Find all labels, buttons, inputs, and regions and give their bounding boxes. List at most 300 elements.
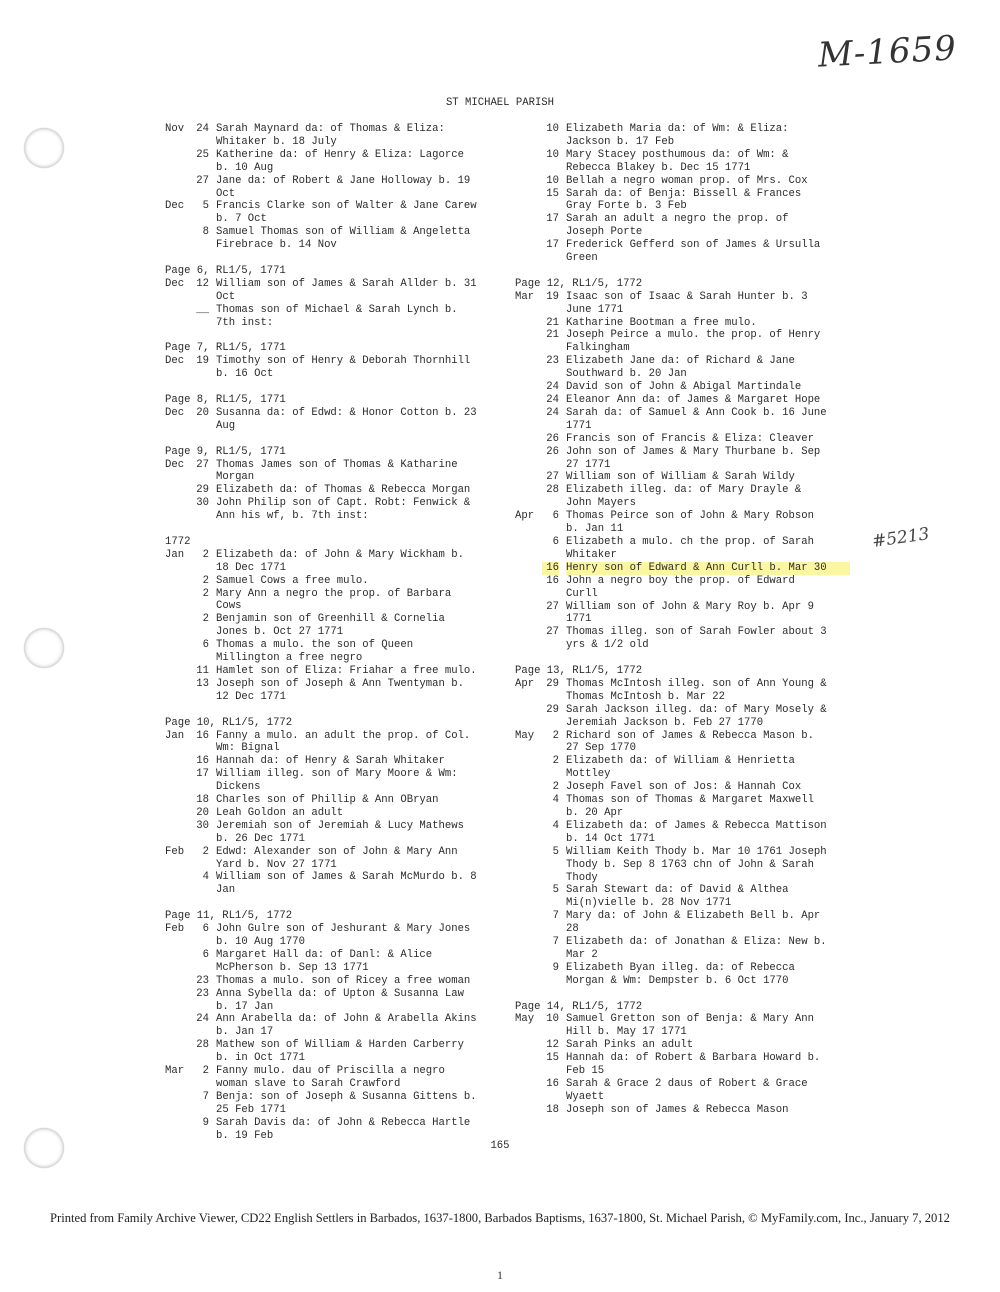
entry-day: 6	[552, 535, 559, 548]
entry-line: Thody	[566, 871, 598, 884]
group-header: Page 6, RL1/5, 1771	[165, 264, 286, 277]
entry-text	[559, 1104, 850, 1117]
entry-month	[515, 123, 542, 149]
group-header: Page 13, RL1/5, 1772	[515, 665, 643, 678]
entry-line: Elizabeth da: of John & Mary Wickham b.	[216, 548, 464, 561]
baptism-entry	[515, 910, 850, 936]
entry-line: Joseph son of James & Rebecca Mason	[566, 1103, 789, 1116]
entry-text	[559, 884, 850, 910]
baptism-entry	[515, 846, 850, 885]
entry-text	[209, 588, 495, 614]
entry-text	[559, 562, 850, 575]
entry-line: Bellah a negro woman prop. of Mrs. Cox	[566, 174, 808, 187]
entry-line: Susanna da: of Edwd: & Honor Cotton b. 23	[216, 406, 477, 419]
entry-month	[165, 768, 192, 794]
entry-text	[559, 730, 850, 756]
baptism-entry	[515, 394, 850, 407]
entry-text	[559, 1013, 850, 1039]
entry-text	[209, 665, 495, 678]
entry-day: 6	[202, 923, 209, 936]
entry-day: 30	[196, 497, 209, 510]
entry-day: 28	[196, 1039, 209, 1052]
entry-line: Green	[566, 252, 598, 265]
entry-text	[209, 794, 495, 807]
entry-month	[515, 820, 542, 846]
entry-line: Thomas son of Michael & Sarah Lynch b.	[216, 303, 458, 316]
page-group	[165, 123, 495, 252]
entry-line: Jeremiah son of Jeremiah & Lucy Mathews	[216, 819, 464, 832]
entry-month	[165, 1013, 192, 1039]
entry-text	[559, 601, 850, 627]
entry-line: Samuel Gretton son of Benja: & Mary Ann	[566, 1013, 814, 1026]
baptism-entry	[515, 1052, 850, 1078]
entry-line: Mar 2	[566, 948, 598, 961]
entry-line: William son of James & Sarah Allder b. 31	[216, 277, 477, 290]
entry-line: Morgan	[216, 471, 255, 484]
entry-month	[515, 562, 542, 575]
binder-hole-middle	[24, 628, 64, 668]
entry-day: 23	[546, 355, 559, 368]
entry-day: 11	[196, 664, 209, 677]
entry-month	[515, 626, 542, 652]
entry-text	[559, 446, 850, 472]
entry-line: Thomas son of Thomas & Margaret Maxwell	[566, 794, 814, 807]
entry-month	[165, 988, 192, 1014]
entry-month	[515, 329, 542, 355]
entry-text	[559, 575, 850, 601]
entry-text	[209, 123, 495, 149]
baptism-entry	[165, 226, 495, 252]
entry-month	[165, 665, 192, 678]
entry-line: Timothy son of Henry & Deborah Thornhill	[216, 355, 471, 368]
entry-month	[515, 381, 542, 394]
entry-text	[559, 123, 850, 149]
baptism-entry	[165, 407, 495, 433]
group-header: Page 8, RL1/5, 1771	[165, 393, 286, 406]
entry-line: Benja: son of Joseph & Susanna Gittens b.	[216, 1090, 477, 1103]
entry-day: 16	[196, 755, 209, 768]
baptism-entry	[515, 510, 850, 536]
entry-day: 12	[546, 1039, 559, 1052]
entry-text	[559, 149, 850, 175]
entry-month	[515, 1078, 542, 1104]
entry-day: 20	[196, 406, 209, 419]
entry-line: Thomas illeg. son of Sarah Fowler about 3	[566, 626, 827, 639]
entry-month	[165, 613, 192, 639]
entry-line: Francis son of Francis & Eliza: Cleaver	[566, 432, 814, 445]
entry-line: Mary da: of John & Elizabeth Bell b. Apr	[566, 910, 821, 923]
entry-text	[559, 471, 850, 484]
entry-day: 27	[546, 626, 559, 639]
baptism-entry	[165, 755, 495, 768]
entry-text	[559, 329, 850, 355]
entry-month: May	[515, 1013, 535, 1026]
entry-line: Sarah & Grace 2 daus of Robert & Grace	[566, 1078, 808, 1091]
entry-day: 19	[546, 290, 559, 303]
entry-day: 6	[552, 510, 559, 523]
entry-text	[559, 794, 850, 820]
entry-line: Jackson b. 17 Feb	[566, 135, 675, 148]
entry-text	[559, 381, 850, 394]
entry-month: Jan	[165, 548, 185, 561]
entry-line: Thomas McIntosh illeg. son of Ann Young &	[566, 677, 827, 690]
entry-line: Elizabeth a mulo. ch the prop. of Sarah	[566, 535, 814, 548]
baptism-entry	[165, 484, 495, 497]
baptism-entry	[165, 1039, 495, 1065]
group-header: Page 9, RL1/5, 1771	[165, 445, 286, 458]
entry-text	[209, 175, 495, 201]
entry-line: b. 10 Aug 1770	[216, 935, 306, 948]
baptism-entry	[515, 291, 850, 317]
entry-month	[165, 807, 192, 820]
entry-line: b. 10 Aug	[216, 161, 274, 174]
entry-month	[165, 949, 192, 975]
entry-line: Elizabeth Jane da: of Richard & Jane	[566, 355, 795, 368]
entry-month	[515, 394, 542, 407]
entry-line: b. Jan 17	[216, 1026, 274, 1039]
entry-month	[515, 794, 542, 820]
entry-text	[209, 639, 495, 665]
entry-day: 27	[196, 458, 209, 471]
entry-text	[559, 291, 850, 317]
entry-line: Katharine Bootman a free mulo.	[566, 316, 757, 329]
entry-line: Sarah Maynard da: of Thomas & Eliza:	[216, 123, 445, 135]
entry-line: Eleanor Ann da: of James & Margaret Hope	[566, 394, 821, 407]
entry-line: Jeremiah Jackson b. Feb 27 1770	[566, 716, 764, 729]
entry-month: Dec	[165, 458, 185, 471]
entry-month	[515, 962, 542, 988]
entry-line: Falkingham	[566, 342, 630, 355]
entry-month	[515, 910, 542, 936]
baptism-entry	[165, 678, 495, 704]
baptism-entry	[165, 613, 495, 639]
entry-month: Feb	[165, 923, 185, 936]
entry-line: Elizabeth Byan illeg. da: of Rebecca	[566, 961, 795, 974]
baptism-entry	[165, 949, 495, 975]
entry-line: 1771	[566, 419, 592, 432]
entry-line: Hill b. May 17 1771	[566, 1026, 687, 1039]
entry-text	[559, 678, 850, 704]
entry-day: 13	[196, 677, 209, 690]
entry-text	[209, 459, 495, 485]
entry-day: 2	[202, 1065, 209, 1078]
entry-line: Yard b. Nov 27 1771	[216, 858, 337, 871]
entry-line: yrs & 1/2 old	[566, 639, 649, 652]
entry-text	[559, 704, 850, 730]
baptism-entry	[165, 871, 495, 897]
baptism-entry	[165, 807, 495, 820]
entry-text	[209, 1065, 495, 1091]
entry-line: June 1771	[566, 303, 624, 316]
entry-day: 29	[196, 484, 209, 497]
group-header: Page 14, RL1/5, 1772	[515, 1000, 643, 1013]
entry-month	[165, 484, 192, 497]
entry-line: b. 20 Apr	[566, 807, 624, 819]
entry-line: 18 Dec 1771	[216, 561, 286, 574]
baptism-entry	[515, 329, 850, 355]
entry-month	[165, 575, 192, 588]
entry-day: 10	[546, 1013, 559, 1026]
entry-line: Sarah Jackson illeg. da: of Mary Mosely &	[566, 703, 827, 716]
entry-day: 18	[546, 1103, 559, 1116]
entry-line: Oct	[216, 187, 236, 200]
baptism-entry	[515, 381, 850, 394]
entry-month	[165, 497, 192, 523]
entry-line: William illeg. son of Mary Moore & Wm:	[216, 768, 458, 781]
baptism-entry	[165, 768, 495, 794]
entry-line: Joseph Favel son of Jos: & Hannah Cox	[566, 781, 802, 794]
entry-day: 24	[546, 381, 559, 394]
entry-text	[209, 497, 495, 523]
entry-line: David son of John & Abigal Martindale	[566, 381, 802, 394]
entry-line: Mary Stacey posthumous da: of Wm: &	[566, 148, 789, 161]
entry-month	[165, 175, 192, 201]
entry-day: 15	[546, 1052, 559, 1065]
entry-line: Jones b. Oct 27 1771	[216, 626, 344, 639]
entry-line: John a negro boy the prop. of Edward	[566, 574, 795, 587]
entry-month	[515, 601, 542, 627]
entry-day: 21	[546, 329, 559, 342]
baptism-entry	[515, 188, 850, 214]
entry-month	[515, 407, 542, 433]
baptism-entry	[515, 407, 850, 433]
baptism-entry	[515, 433, 850, 446]
entry-line: b. Jan 11	[566, 523, 624, 536]
entry-line: Elizabeth da: of James & Rebecca Mattison	[566, 819, 827, 832]
entry-month	[165, 304, 192, 330]
baptism-entry	[515, 446, 850, 472]
baptism-entry	[165, 278, 495, 304]
group-header: Page 10, RL1/5, 1772	[165, 716, 293, 729]
entry-day: 4	[552, 794, 559, 807]
baptism-entry	[165, 355, 495, 381]
baptism-entry	[165, 175, 495, 201]
baptism-entry	[515, 1039, 850, 1052]
baptism-entry	[165, 1065, 495, 1091]
entry-day: 25	[196, 148, 209, 161]
entry-line: Francis Clarke son of Walter & Jane Carew	[216, 200, 477, 213]
entry-text	[559, 1052, 850, 1078]
binder-hole-top	[24, 128, 64, 168]
entry-line: b. 7 Oct	[216, 213, 267, 226]
baptism-entry	[165, 200, 495, 226]
entry-text	[559, 510, 850, 536]
baptism-entry	[165, 549, 495, 575]
entry-day: 17	[546, 239, 559, 252]
baptism-entry	[165, 497, 495, 523]
entry-line: b. in Oct 1771	[216, 1052, 306, 1065]
entry-line: Thomas a mulo. son of Ricey a free woman	[216, 974, 471, 987]
entry-line: William son of John & Mary Roy b. Apr 9	[566, 600, 814, 613]
baptism-entry	[515, 123, 850, 149]
entry-line: b. 14 Oct 1771	[566, 832, 656, 845]
entry-text	[209, 975, 495, 988]
entry-line: Fanny a mulo. an adult the prop. of Col.	[216, 729, 471, 742]
entry-line: woman slave to Sarah Crawford	[216, 1077, 401, 1090]
entry-month	[515, 471, 542, 484]
entry-month: Apr	[515, 677, 535, 690]
page-group	[515, 665, 850, 988]
entry-line: Southward b. 20 Jan	[566, 368, 687, 381]
entry-text	[559, 317, 850, 330]
entry-line: 12 Dec 1771	[216, 690, 286, 703]
group-header: Page 12, RL1/5, 1772	[515, 277, 643, 290]
entry-month: Dec	[165, 406, 185, 419]
baptism-entry	[165, 149, 495, 175]
entry-day: 24	[196, 123, 209, 135]
entry-line: Whitaker	[566, 548, 617, 561]
entry-line: b. 19 Feb	[216, 1129, 274, 1142]
baptism-entry	[165, 639, 495, 665]
entry-text	[559, 239, 850, 265]
baptism-entry	[515, 755, 850, 781]
entry-line: Joseph Peirce a mulo. the prop. of Henry	[566, 329, 821, 342]
entry-text	[209, 304, 495, 330]
baptism-entry	[515, 1013, 850, 1039]
entry-line: Elizabeth da: of William & Henrietta	[566, 755, 795, 768]
entry-text	[209, 820, 495, 846]
entry-text	[559, 962, 850, 988]
entry-line: Ann Arabella da: of John & Arabella Akins	[216, 1013, 477, 1026]
entry-text	[209, 846, 495, 872]
baptism-entry	[515, 239, 850, 265]
baptism-entry	[515, 884, 850, 910]
entry-month: Mar	[515, 290, 535, 303]
entry-day: 21	[546, 316, 559, 329]
entry-line: John son of James & Mary Thurbane b. Sep	[566, 445, 821, 458]
entry-day: 7	[552, 936, 559, 949]
page-group	[515, 1001, 850, 1117]
print-footer: Printed from Family Archive Viewer, CD22 English Settlers in Barbados, 1637-1800, Barbados Baptisms, 1637-1800, St. Michael Parish, © MyFamily.com, Inc., January 7, 2012	[50, 1211, 950, 1225]
entry-month	[515, 446, 542, 472]
entry-text	[559, 484, 850, 510]
entry-month: Nov	[165, 123, 185, 135]
entry-text	[209, 988, 495, 1014]
baptism-entry	[165, 988, 495, 1014]
entry-day: 16	[196, 729, 209, 742]
entry-text	[559, 846, 850, 885]
handwritten-note: #5213	[870, 524, 931, 552]
entry-month: Dec	[165, 355, 185, 368]
entry-day: 20	[196, 806, 209, 819]
entry-line: Ann his wf, b. 7th inst:	[216, 510, 369, 523]
entry-month	[165, 1039, 192, 1065]
entry-day: 24	[546, 406, 559, 419]
entry-text	[209, 768, 495, 794]
entry-line: Wm: Bignal	[216, 742, 280, 755]
baptism-entry	[515, 730, 850, 756]
baptism-entry	[515, 213, 850, 239]
entry-text	[559, 820, 850, 846]
entry-text	[559, 626, 850, 652]
entry-month	[515, 755, 542, 781]
entry-month: Jan	[165, 729, 185, 742]
entry-line: Mi(n)vielle b. 28 Nov 1771	[566, 897, 732, 910]
entry-line: Fanny mulo. dau of Priscilla a negro	[216, 1065, 445, 1078]
entry-month	[515, 188, 542, 214]
entry-text	[209, 200, 495, 226]
entry-month	[165, 755, 192, 768]
baptism-entry	[165, 575, 495, 588]
baptism-entry	[515, 484, 850, 510]
entry-text	[559, 407, 850, 433]
entry-text	[209, 549, 495, 575]
entry-day: 27	[546, 600, 559, 613]
baptism-entry	[165, 665, 495, 678]
entry-month	[165, 975, 192, 988]
entry-day: 2	[202, 845, 209, 858]
entry-day: 9	[202, 1116, 209, 1129]
entry-line: Cows	[216, 600, 242, 613]
baptism-entry	[165, 304, 495, 330]
entry-month	[165, 871, 192, 897]
baptism-entry	[515, 471, 850, 484]
entry-line: b. 17 Jan	[216, 1000, 274, 1013]
page-group	[165, 265, 495, 330]
entry-line: Thody b. Sep 8 1763 chn of John & Sarah	[566, 858, 814, 871]
baptism-entry	[515, 704, 850, 730]
entry-day: 7	[202, 1090, 209, 1103]
entry-month	[515, 846, 542, 885]
entry-day: 17	[196, 768, 209, 781]
entry-line: Whitaker b. 18 July	[216, 135, 337, 148]
entry-day: 26	[546, 445, 559, 458]
entry-line: Thomas McIntosh b. Mar 22	[566, 690, 725, 703]
entry-line: Mathew son of William & Harden Carberry	[216, 1039, 464, 1052]
entry-line: 7th inst:	[216, 316, 274, 329]
entry-text	[209, 149, 495, 175]
group-header: 1772	[165, 535, 191, 548]
baptism-entry	[165, 730, 495, 756]
entry-day: __	[196, 303, 209, 316]
entry-line: Hannah da: of Robert & Barbara Howard b.	[566, 1052, 821, 1065]
baptism-entry	[515, 1078, 850, 1104]
page-number: 165	[490, 1140, 510, 1152]
page-title: ST MICHAEL PARISH	[445, 97, 555, 109]
entry-text	[209, 730, 495, 756]
entry-day: 2	[552, 729, 559, 742]
entry-line: Sarah Davis da: of John & Rebecca Hartle	[216, 1116, 471, 1129]
baptism-entry	[515, 149, 850, 175]
entry-month	[515, 484, 542, 510]
baptism-entry	[165, 975, 495, 988]
entry-line: Aug	[216, 419, 236, 432]
entry-month: Feb	[165, 845, 185, 858]
entry-month	[515, 149, 542, 175]
entry-text	[209, 871, 495, 897]
entry-day: 23	[196, 987, 209, 1000]
entry-day: 2	[202, 613, 209, 626]
group-header: Page 11, RL1/5, 1772	[165, 910, 293, 923]
entry-line: Mottley	[566, 768, 611, 781]
page-group	[165, 536, 495, 704]
entry-day: 15	[546, 187, 559, 200]
left-column	[165, 123, 495, 1155]
entry-text	[559, 781, 850, 794]
entry-line: Dickens	[216, 781, 261, 794]
entry-month	[515, 317, 542, 330]
entry-text	[559, 1078, 850, 1104]
entry-line: Edwd: Alexander son of John & Mary Ann	[216, 845, 458, 858]
entry-month	[515, 936, 542, 962]
entry-line: Sarah da: of Benja: Bissell & Frances	[566, 187, 802, 200]
entry-text	[209, 949, 495, 975]
page-group	[165, 446, 495, 523]
entry-text	[209, 1013, 495, 1039]
baptism-entry	[515, 355, 850, 381]
baptism-entry	[515, 317, 850, 330]
entry-day: 27	[196, 174, 209, 187]
